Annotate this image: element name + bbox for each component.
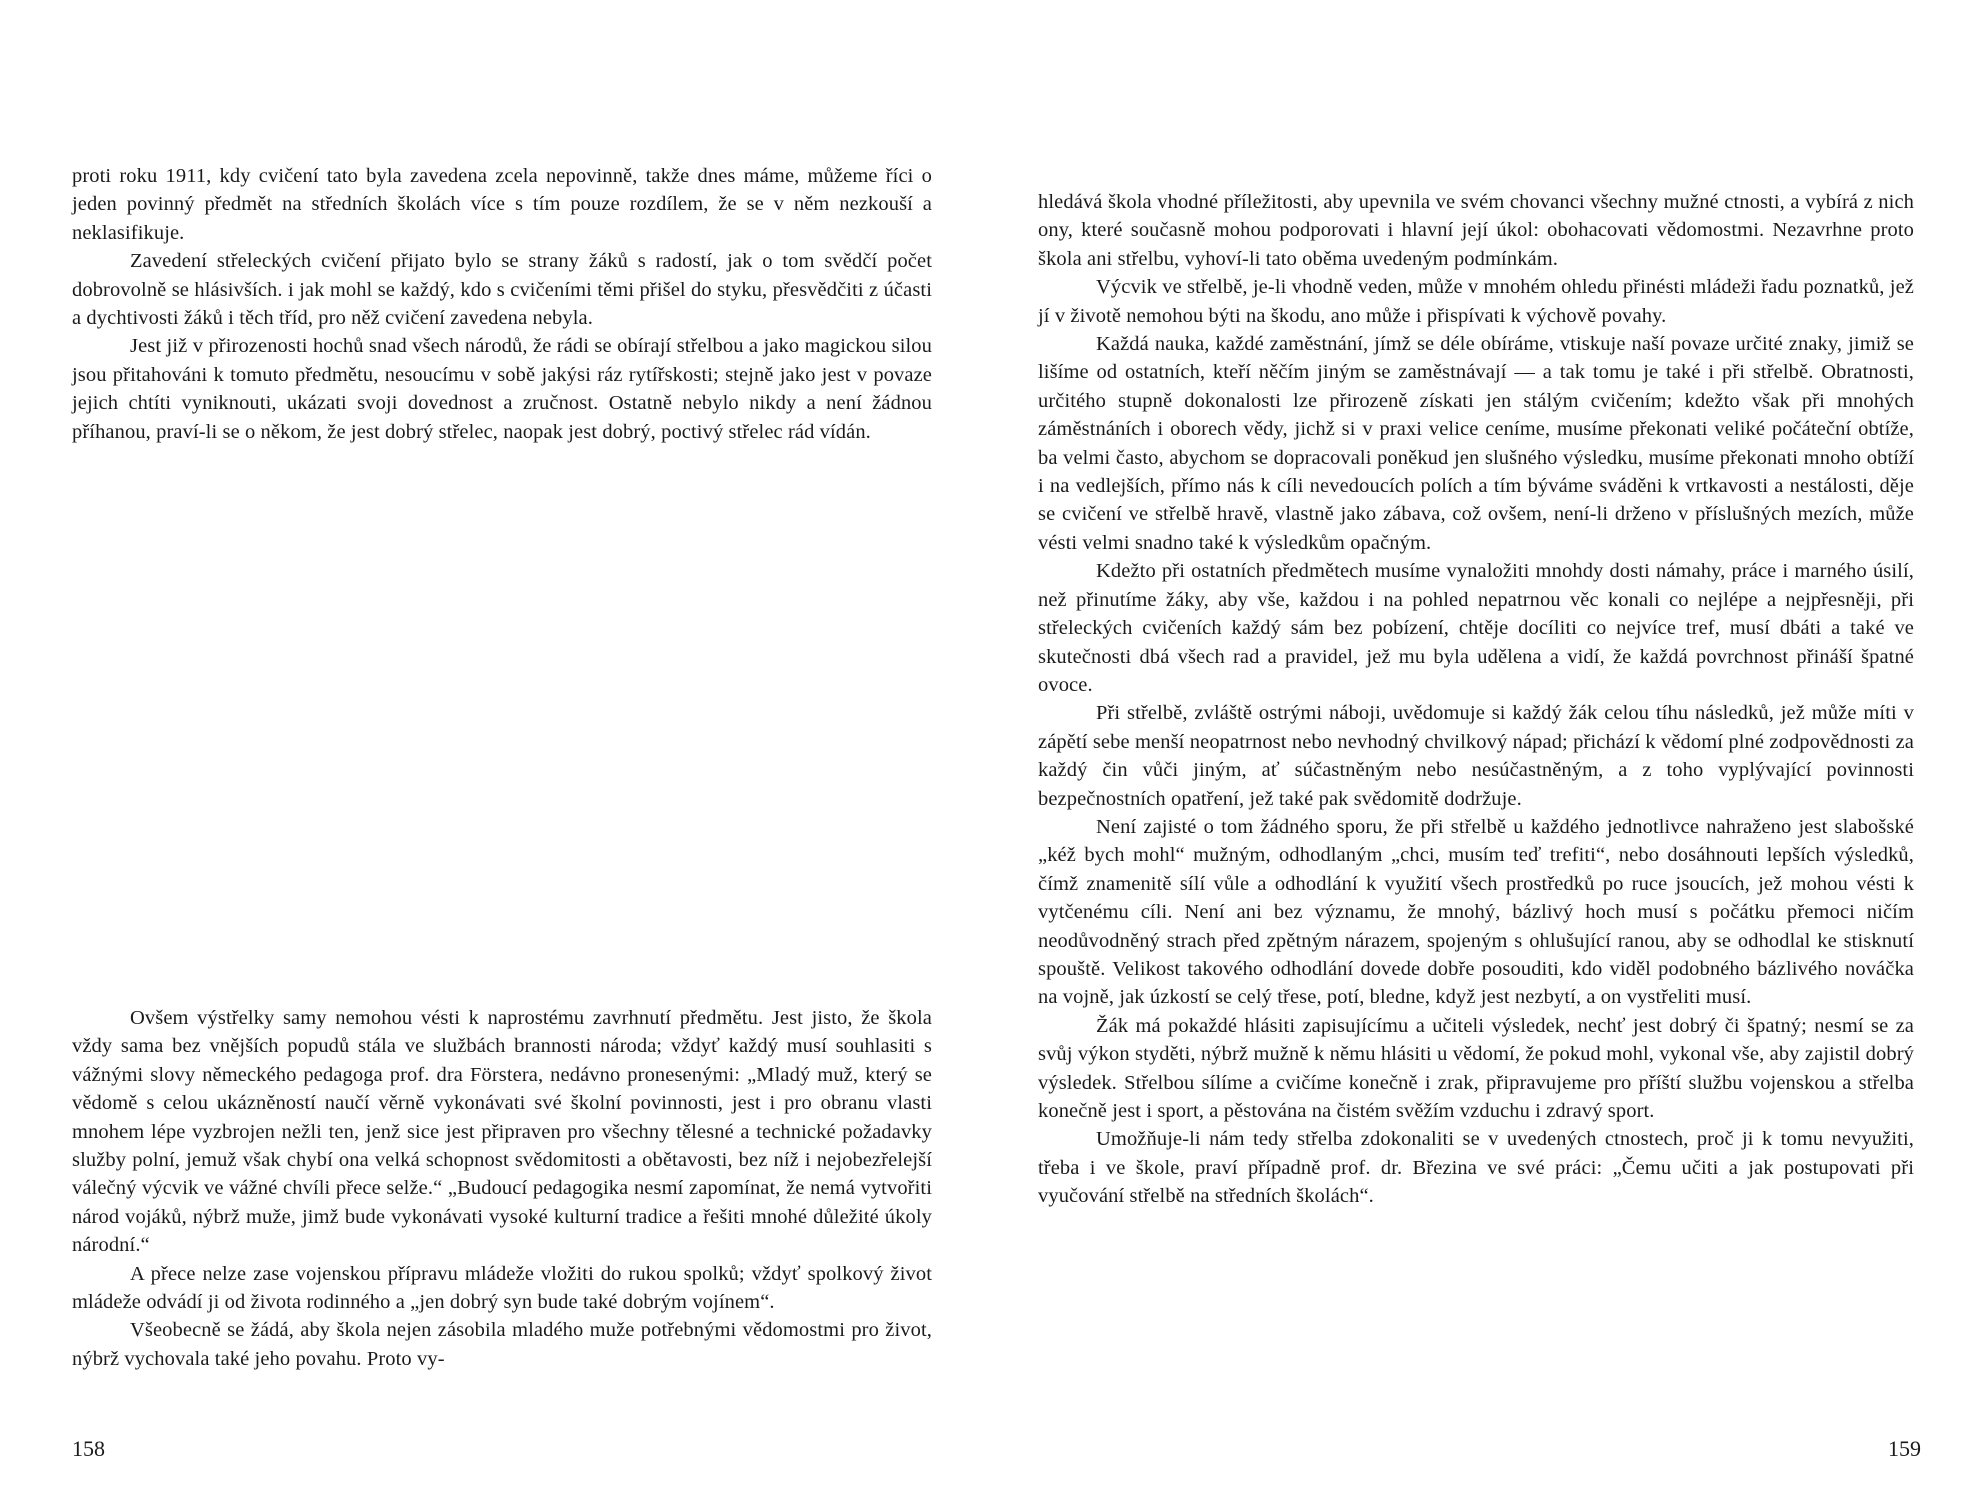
paragraph: Jest již v přirozenosti hochů snad všech národů, že rádi se obírají střelbou a jako magickou silou jsou přitahováni k tomuto předmětu, nesoucímu v sobě jakýsi ráz rytířskosti; stejně jako jest v povaze jejich chtíti vyniknouti, ukázati svoji dovednost a zručnost. Ostatně nebylo nikdy a není žádnou příhanou, praví-li se o někom, že jest dobrý střelec, naopak jest dobrý, poctivý střelec rád vídán. [72, 335, 932, 443]
paragraph: Všeobecně se žádá, aby škola nejen zásobila mladého muže potřebnými vědomostmi pro život, nýbrž vychovala také jeho povahu. Proto vy- [72, 1319, 932, 1370]
paragraph: Žák má pokaždé hlásiti zapisujícímu a učiteli výsledek, nechť jest dobrý či špatný; nesmí se za svůj výkon styděti, nýbrž mužně k němu hlásiti u vědomí, že pokud mohl, vykonal vše, aby zajistil dobrý výsledek. Střelbou sílíme a cvičíme konečně i zrak, připravujeme pro příští službu vojenskou a střelba konečně jest i sport, a pěstována na čistém svěžím vzduchu i zdravý sport. [1038, 1014, 1914, 1122]
paragraph: hledává škola vhodné příležitosti, aby upevnila ve svém chovanci všechny mužné ctnosti, a vybírá z nich ony, které současně mohou podporovati i hlavní její úkol: obohacovati vědomostmi. Nezavrhne proto škola ani střelbu, vyhoví-li tato oběma uvedeným podmínkám. [1038, 191, 1914, 270]
right-page [992, 0, 1984, 1500]
paragraph: Výcvik ve střelbě, je-li vhodně veden, může v mnohém ohledu přinésti mládeži řadu poznatků, jež jí v životě nemohou býti na škodu, ano může i přispívati k výchově povahy. [1038, 276, 1914, 327]
right-page-text [1038, 188, 1914, 1211]
left-page-top-text [72, 162, 932, 446]
paragraph: Zavedení střeleckých cvičení přijato bylo se strany žáků s radostí, jak o tom svědčí počet dobrovolně se hlásivších. i jak mohl se každý, kdo s cvičeními těmi přišel do styku, přesvědčiti z účasti a dychtivosti žáků i těch tříd, pro něž cvičení zavedena nebyla. [72, 250, 932, 330]
paragraph: Umožňuje-li nám tedy střelba zdokonaliti se v uvedených ctnostech, proč ji k tomu nevyužiti, třeba i ve škole, praví případně prof. dr. Březina ve své práci: „Čemu učiti a jak postupovati při vyučování střelbě na středních školách“. [1038, 1128, 1914, 1208]
page-number: 159 [1888, 1436, 1921, 1461]
paragraph: Při střelbě, zvláště ostrými náboji, uvědomuje si každý žák celou tíhu následků, jež může míti v zápětí sebe menší neopatrnost nebo nevhodný chvilkový nápad; přichází k vědomí plné zodpovědnosti za každý čin vůči jiným, ať súčastněným nebo nesúčastněným, a z toho vyplývající povinnosti bezpečnostních opatření, jež také pak svědomitě dodržuje. [1038, 702, 1914, 810]
page-number: 158 [72, 1436, 105, 1461]
paragraph: Ovšem výstřelky samy nemohou vésti k naprostému zavrhnutí předmětu. Jest jisto, že škola vždy sama bez vnějších popudů stála ve službách brannosti národa; vždyť každý musí souhlasiti s vážnými slovy německého pedagoga prof. dra Förstera, nedávno pronesenými: „Mladý muž, který se vědomě s celou ukázněností naučí věrně vykonávati své školní povinnosti, jest i pro obranu vlasti mnohem lépe vyzbrojen nežli ten, jenž sice jest připraven pro všechny tělesné a technické požadavky služby polní, jemuž však chybí ona velká schopnost svědomitosti a obětavosti, bez níž i nejobezřelejší válečný výcvik ve vážné chvíli přece selže.“ „Budoucí pedagogika nesmí zapomínat, že nemá vytvořiti národ vojáků, nýbrž muže, jimž bude vykonávati vysoké kulturní tradice a řešiti mnohé důležité úkoly národní.“ [72, 1007, 932, 1257]
left-page-bottom-text [72, 1004, 932, 1373]
paragraph: Kdežto při ostatních předmětech musíme vynaložiti mnohdy dosti námahy, práce i marného úsilí, než přinutíme žáky, aby vše, každou i na pohled nepatrnou věc konali co nejlépe a nejpřesněji, při střeleckých cvičeních každý sám bez pobízení, chtěje docíliti co nejvíce tref, musí dbáti a také ve skutečnosti dbá všech rad a pravidel, jež mu byla udělena a vidí, že každá povrchnost přináší špatné ovoce. [1038, 560, 1914, 696]
paragraph: Každá nauka, každé zaměstnání, jímž se déle obíráme, vtiskuje naší povaze určité znaky, jimiž se lišíme od ostatních, kteří něčím jiným se zaměstnávají — a tak tomu je také i při střelbě. Obratnosti, určitého stupně dokonalosti lze přirozeně získati jen stálým cvičením; kdežto však při mnohých záměstnáních i oborech vědy, jichž si v praxi velice ceníme, musíme překonati veliké počáteční obtíže, ba velmi často, abychom se dopracovali poněkud jen slušného výsledku, musíme překonati mnoho obtíží i na vedlejších, přímo nás k cíli nevedoucích polích a tím býváme sváděni k vrtkavosti a nestálosti, děje se cvičení ve střelbě hravě, vlastně jako zábava, což ovšem, není-li drženo v příslušných mezích, může vésti velmi snadno také k výsledkům opačným. [1038, 333, 1914, 554]
paragraph: proti roku 1911, kdy cvičení tato byla zavedena zcela nepovinně, takže dnes máme, můžeme říci o jeden povinný předmět na středních školách více s tím pouze rozdílem, že se v něm nezkouší a neklasifikuje. [72, 165, 932, 244]
paragraph: Není zajisté o tom žádného sporu, že při střelbě u každého jednotlivce nahraženo jest slabošské „kéž bych mohl“ mužným, odhodlaným „chci, musím teď trefiti“, nebo dosáhnouti lepších výsledků, čímž znamenitě sílí vůle a odhodlání k využití všech prostředků po ruce jsoucích, jež mohou vésti k vytčenému cíli. Není ani bez významu, že mnohý, bázlivý hoch musí s počátku přemoci ničím neodůvodněný strach před zpětným nárazem, spojeným s ohlušující ranou, aby se odhodlal ke stisknutí spouště. Velikost takového odhodlání dovede dobře posouditi, kdo viděl podobného bázlivého nováčka na vojně, jak úzkostí se celý třese, potí, bledne, když jest nezbytí, a on vystřeliti musí. [1038, 815, 1914, 1009]
paragraph: A přece nelze zase vojenskou přípravu mládeže vložiti do rukou spolků; vždyť spolkový život mládeže odvádí ji od života rodinného a „jen dobrý syn bude také dobrým vojínem“. [72, 1262, 932, 1314]
